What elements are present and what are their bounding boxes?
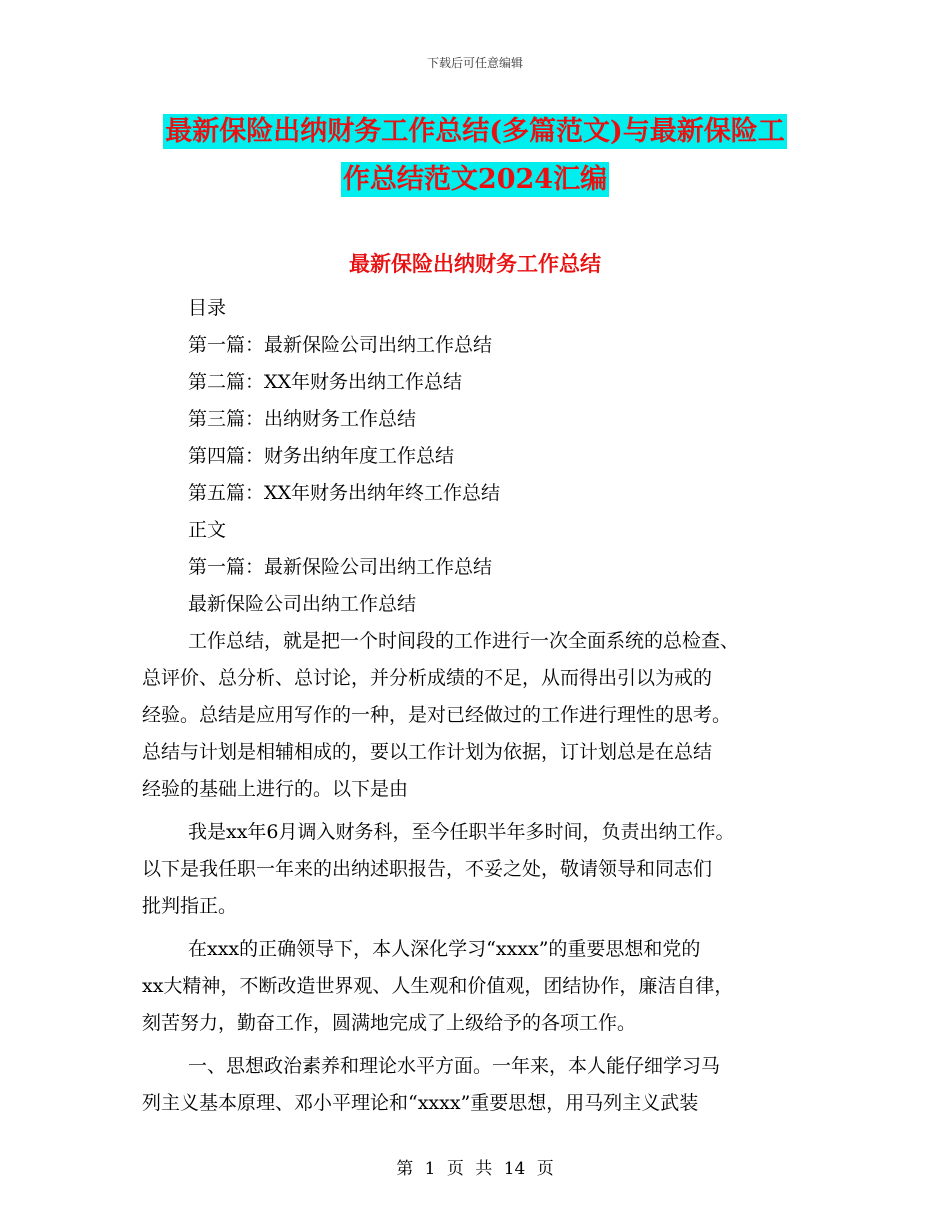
- toc-item: 第五篇：XX年财务出纳年终工作总结: [188, 482, 501, 504]
- paragraph: [142, 814, 814, 925]
- paragraph: [142, 623, 814, 808]
- body-heading: 正文: [188, 519, 227, 541]
- document-title: [0, 108, 950, 204]
- paragraph-line: 在xxx的正确领导下，本人深化学习“xxxx”的重要思想和党的: [188, 938, 701, 960]
- toc-item: 第二篇：XX年财务出纳工作总结: [188, 371, 463, 393]
- paragraph: [142, 931, 814, 1042]
- header-note: 下载后可任意编辑: [426, 56, 523, 70]
- toc-item: 第一篇：最新保险公司出纳工作总结: [188, 334, 493, 356]
- paragraph-line: 我是xx年6月调入财务科，至今任职半年多时间，负责出纳工作。: [188, 821, 735, 843]
- toc-item: 第四篇：财务出纳年度工作总结: [188, 445, 455, 467]
- paragraph-line: xx大精神，不断改造世界观、人生观和价值观，团结协作，廉洁自律，: [142, 975, 734, 997]
- page-footer: 第 1 页 共 14 页: [396, 1159, 554, 1179]
- paragraph-line: 工作总结，就是把一个时间段的工作进行一次全面系统的总检查、: [188, 630, 740, 652]
- paragraph-line: 总结与计划是相辅相成的，要以工作计划为依据，订计划总是在总结: [142, 741, 713, 763]
- paragraph-line: 一、思想政治素养和理论水平方面。一年来，本人能仔细学习马: [188, 1055, 721, 1077]
- paragraph-line: 列主义基本原理、邓小平理论和“xxxx”重要思想，用马列主义武装: [142, 1092, 699, 1114]
- title-line-2: 作总结范文2024汇编: [342, 164, 608, 195]
- section-subtitle: 最新保险公司出纳工作总结: [188, 593, 417, 615]
- paragraph-line: 批判指正。: [142, 895, 238, 917]
- paragraph-line: 经验。总结是应用写作的一种，是对已经做过的工作进行理性的思考。: [142, 704, 732, 726]
- toc-item: 第三篇：出纳财务工作总结: [188, 408, 417, 430]
- paragraph-line: 总评价、总分析、总讨论，并分析成绩的不足，从而得出引以为戒的: [142, 667, 713, 689]
- paragraph-line: 刻苦努力，勤奋工作，圆满地完成了上级给予的各项工作。: [142, 1012, 637, 1034]
- paragraph-line: 经验的基础上进行的。以下是由: [142, 778, 409, 800]
- paragraph: [142, 1048, 814, 1122]
- document-subtitle: 最新保险出纳财务工作总结: [349, 251, 601, 276]
- paragraph-line: 以下是我任职一年来的出纳述职报告，不妥之处，敬请领导和同志们: [142, 858, 713, 880]
- toc-heading: 目录: [188, 297, 227, 319]
- section-title: 第一篇：最新保险公司出纳工作总结: [188, 556, 493, 578]
- title-line-1: 最新保险出纳财务工作总结(多篇范文)与最新保险工: [165, 116, 785, 147]
- document-body: [142, 290, 814, 1122]
